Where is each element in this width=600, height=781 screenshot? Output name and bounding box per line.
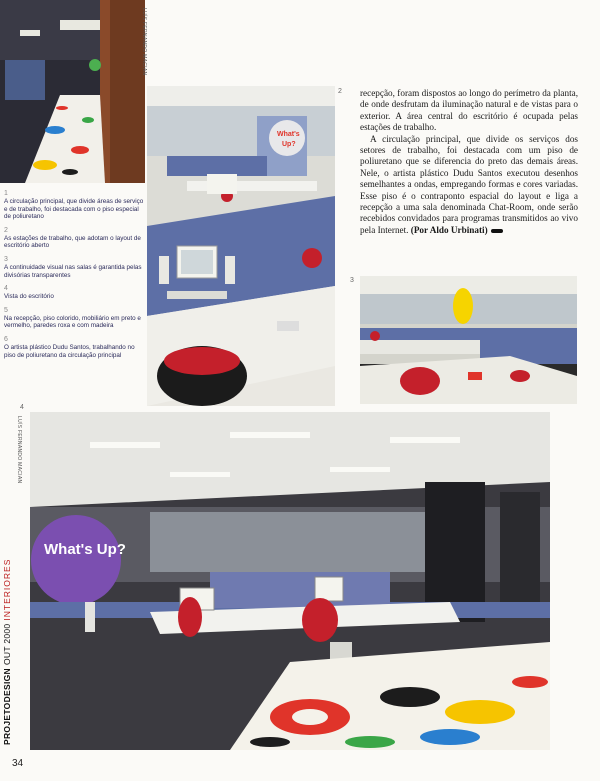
section-title: INTERIORES xyxy=(2,558,12,621)
caption-item xyxy=(4,227,144,250)
magazine-name: PROJETODESIGN xyxy=(2,668,12,745)
page-number: 34 xyxy=(12,758,24,769)
whats-up-sign: What's Up? xyxy=(44,541,126,558)
caption-number: 5 xyxy=(4,306,8,314)
caption-text: O artista plástico Dudu Santos, trabalhando no piso de poliuretano da circulação principal xyxy=(4,343,135,359)
article-body xyxy=(360,88,578,236)
end-mark-icon xyxy=(491,229,503,233)
article-paragraph: recepção, foram dispostos ao longo do perímetro da planta, de onde desfrutam da iluminação natural e de vistas para o exterior. A área central do escritório é ocupada pelas estações de trabalho. xyxy=(360,88,578,133)
photo-captions xyxy=(4,190,144,365)
caption-text: Vista do escritório xyxy=(4,293,54,301)
caption-item xyxy=(4,285,144,301)
caption-number: 1 xyxy=(4,190,8,197)
photo-corridor xyxy=(0,0,145,183)
byline: (Por Aldo Urbinati) xyxy=(410,224,488,235)
photo-credit: LUÍS FERNANDO MACIAN xyxy=(141,8,147,76)
caption-text: A continuidade visual nas salas é garantida pelas divisórias transparentes xyxy=(4,263,142,279)
caption-item xyxy=(4,256,144,279)
article-paragraph xyxy=(360,134,578,237)
caption-number: 6 xyxy=(4,335,8,343)
photo-number: 3 xyxy=(350,277,354,284)
caption-number: 4 xyxy=(4,285,8,293)
article-paragraph-text: A circulação principal, que divide os serviços dos setores de trabalho, foi destacada com um piso de poliuretano que se diferencia do preto das demais áreas. Nele, o artista plástico Dudu Santos executou desenhos semelhantes a ondas, empregando formas e cores variadas. Esse piso é o contraponto espacial do layout e liga a recepção a uma sala denominada Chat-Room, onde serão recebidos convidados para programas transmitidos ao vivo pela Internet. xyxy=(360,133,578,235)
svg-text:What's: What's xyxy=(277,131,300,138)
photo-transparent-partitions xyxy=(360,276,577,404)
svg-text:Up?: Up? xyxy=(282,141,296,148)
magazine-issue: OUT 2000 xyxy=(2,623,12,666)
caption-text: Na recepção, piso colorido, mobiliário em preto e vermelho, paredes roxa e com madeira xyxy=(4,314,141,330)
caption-text: A circulação principal, que divide áreas de serviço e de trabalho, foi destacada com o piso especial de poliuretano xyxy=(4,198,144,221)
photo-number: 4 xyxy=(20,404,24,411)
photo-office-wide xyxy=(30,412,550,750)
caption-number: 3 xyxy=(4,255,8,263)
photo-workstations xyxy=(147,86,335,406)
photo-credit: LUÍS FERNANDO MACIAN xyxy=(16,416,22,484)
caption-number: 2 xyxy=(4,226,8,234)
caption-item xyxy=(4,307,144,330)
magazine-spine xyxy=(2,559,12,745)
photo-number: 2 xyxy=(338,88,342,95)
caption-item xyxy=(4,190,144,221)
caption-text: As estações de trabalho, que adotam o layout de escritório aberto xyxy=(4,234,141,250)
caption-item xyxy=(4,336,144,359)
